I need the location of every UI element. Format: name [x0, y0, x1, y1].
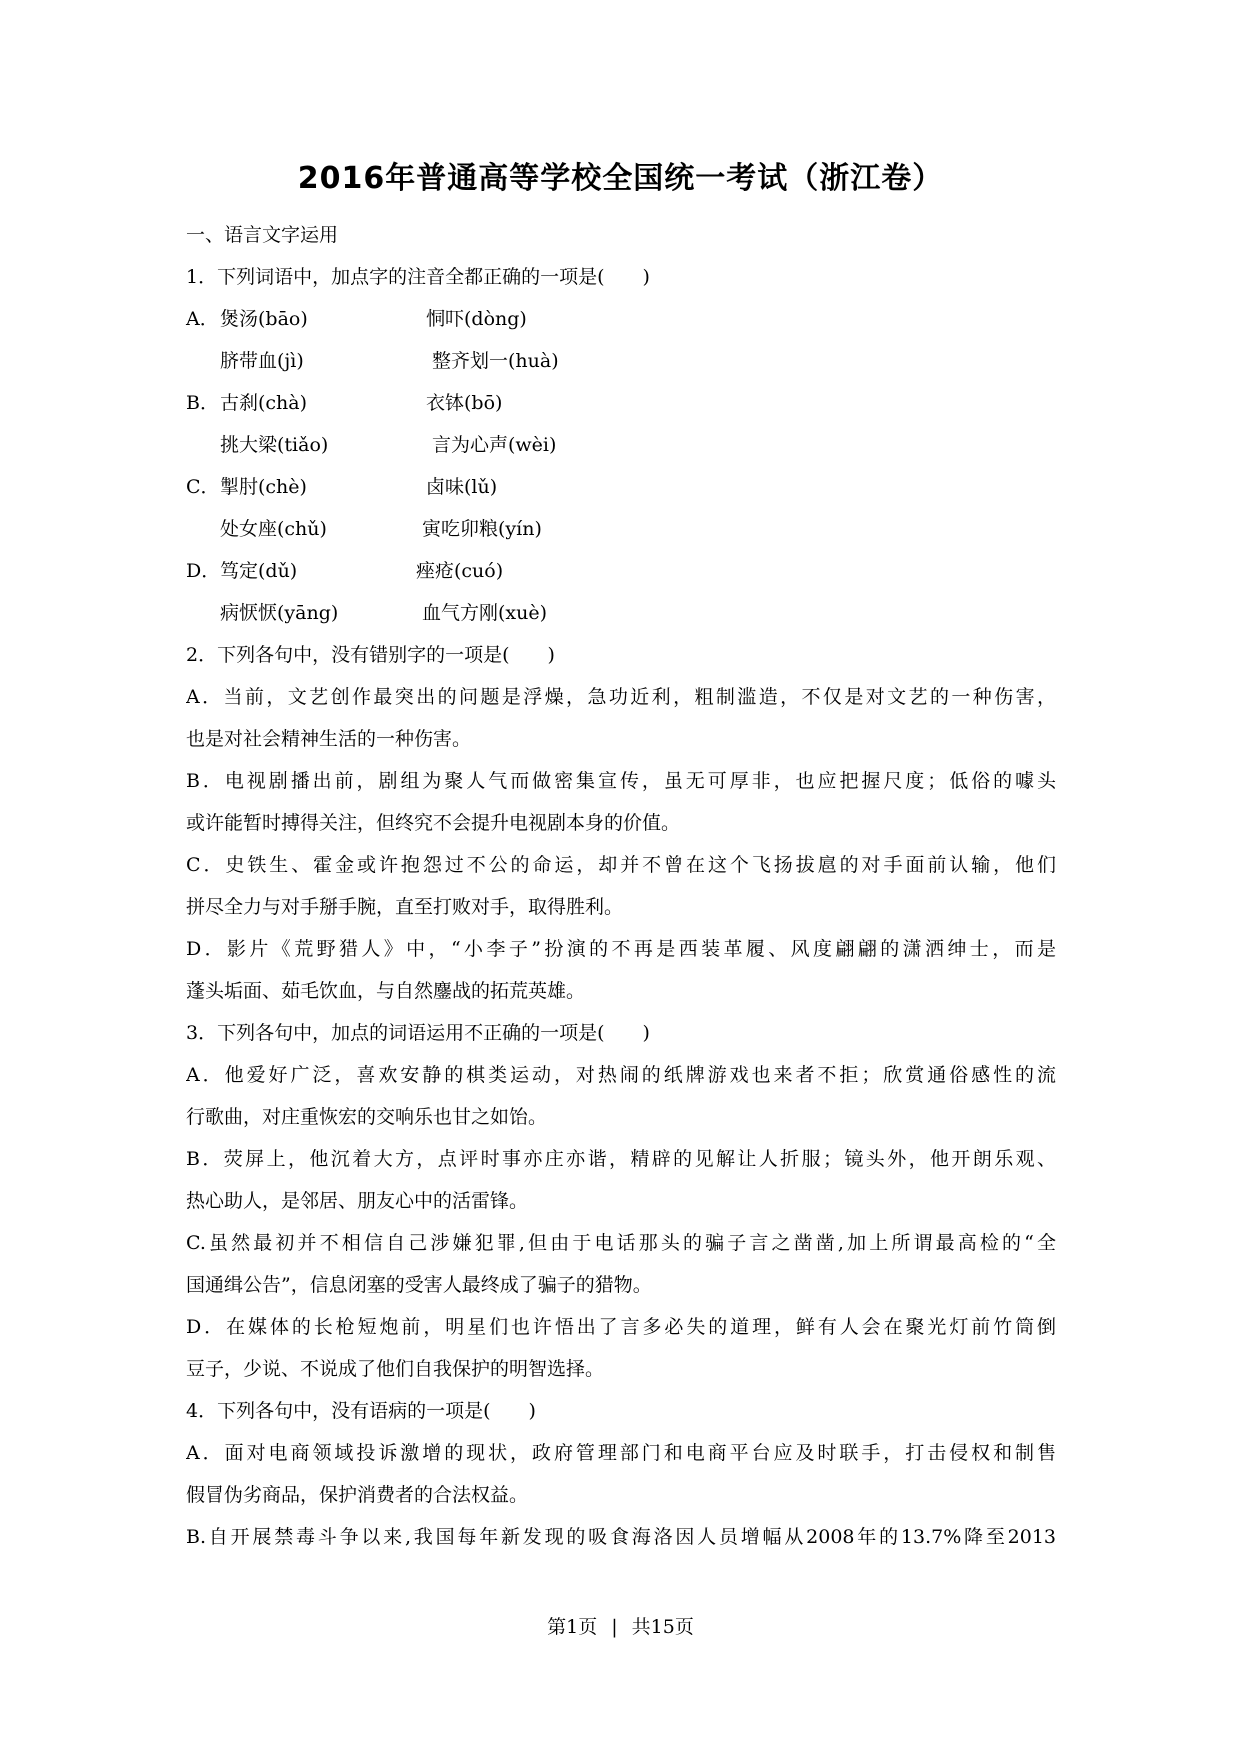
footer-separator: |	[611, 1616, 618, 1638]
page-number: 第1页	[547, 1616, 598, 1638]
option-word: 痤疮(cuó)	[416, 560, 504, 582]
q3-option-c-line2: 国通缉公告”，信息闭塞的受害人最终成了骗子的猎物。	[186, 1274, 652, 1296]
option-word: 卤味(lǔ)	[426, 476, 498, 498]
q1-option-c-row1	[186, 466, 1056, 508]
option-letter: C．	[186, 476, 220, 498]
option-letter: D．	[186, 560, 221, 582]
q2-option-b-line2: 或许能暂时搏得关注，但终究不会提升电视剧本身的价值。	[186, 812, 681, 834]
q2-option-c-line1: C．史铁生、霍金或许抱怨过不公的命运，却并不曾在这个飞扬拔扈的对手面前认输，他们	[186, 854, 1056, 876]
q4-option-a-line2: 假冒伪劣商品，保护消费者的合法权益。	[186, 1484, 529, 1506]
q1-option-b-row1	[186, 382, 1056, 424]
q2-option-a-line2: 也是对社会精神生活的一种伤害。	[186, 728, 472, 750]
section-heading: 一、语言文字运用	[186, 224, 339, 246]
q1-option-a-row2	[186, 340, 1056, 382]
option-word: 挑大梁(tiǎo)	[220, 434, 329, 456]
q1-option-a-row1	[186, 298, 1056, 340]
q1-option-d-row1	[186, 550, 1056, 592]
option-word: 处女座(chǔ)	[220, 518, 327, 540]
question-1-stem: 1．下列词语中，加点字的注音全都正确的一项是( )	[186, 266, 650, 288]
q3-option-a-line2: 行歌曲，对庄重恢宏的交响乐也甘之如饴。	[186, 1106, 548, 1128]
option-letter: B．	[186, 392, 219, 414]
option-word: 整齐划一(huà)	[432, 350, 559, 372]
option-word: 寅吃卯粮(yín)	[422, 518, 542, 540]
q2-option-a-line1: A．当前，文艺创作最突出的问题是浮燥，急功近利，粗制滥造，不仅是对文艺的一种伤害，	[186, 686, 1056, 708]
option-word: 言为心声(wèi)	[432, 434, 557, 456]
page-total: 共15页	[631, 1616, 694, 1638]
q3-option-b-line1: B．荧屏上，他沉着大方，点评时事亦庄亦谐，精辟的见解让人折服；镜头外，他开朗乐观、	[186, 1148, 1056, 1170]
q3-option-b-line2: 热心助人，是邻居、朋友心中的活雷锋。	[186, 1190, 529, 1212]
option-word: 煲汤(bāo)	[220, 308, 308, 330]
option-word: 脐带血(jì)	[220, 350, 304, 372]
page-footer	[0, 1612, 1241, 1639]
q3-option-c-line1: C.虽然最初并不相信自己涉嫌犯罪,但由于电话那头的骗子言之凿凿,加上所谓最高检的“全	[186, 1232, 1056, 1254]
q2-option-c-line2: 拼尽全力与对手掰手腕，直至打败对手，取得胜利。	[186, 896, 624, 918]
option-word: 笃定(dǔ)	[220, 560, 298, 582]
question-3-stem: 3．下列各句中，加点的词语运用不正确的一项是( )	[186, 1022, 650, 1044]
q3-option-a-line1: A．他爱好广泛，喜欢安静的棋类运动，对热闹的纸牌游戏也来者不拒；欣赏通俗感性的流	[186, 1064, 1056, 1086]
q3-option-d-line2: 豆子，少说、不说成了他们自我保护的明智选择。	[186, 1358, 605, 1380]
option-word: 恫吓(dòng)	[426, 308, 527, 330]
q1-option-b-row2	[186, 424, 1056, 466]
option-word: 衣钵(bō)	[426, 392, 503, 414]
q4-option-b-line1: B.自开展禁毒斗争以来,我国每年新发现的吸食海洛因人员增幅从2008年的13.7%降至2013	[186, 1526, 1056, 1548]
q4-option-a-line1: A．面对电商领域投诉激增的现状，政府管理部门和电商平台应及时联手，打击侵权和制售	[186, 1442, 1056, 1464]
q1-option-d-row2	[186, 592, 1056, 634]
page-title: 2016年普通高等学校全国统一考试（浙江卷）	[297, 161, 944, 196]
q1-option-c-row2	[186, 508, 1056, 550]
q2-option-d-line2: 蓬头垢面、茹毛饮血，与自然鏖战的拓荒英雄。	[186, 980, 586, 1002]
question-4-stem: 4．下列各句中，没有语病的一项是( )	[186, 1400, 536, 1422]
option-word: 古刹(chà)	[220, 392, 308, 414]
q2-option-b-line1: B．电视剧播出前，剧组为聚人气而做密集宣传，虽无可厚非，也应把握尺度；低俗的噱头	[186, 770, 1056, 792]
option-word: 掣肘(chè)	[220, 476, 307, 498]
question-2-stem: 2．下列各句中，没有错别字的一项是( )	[186, 644, 555, 666]
option-word: 病恹恹(yāng)	[220, 602, 339, 624]
option-letter: A．	[186, 308, 219, 330]
q2-option-d-line1: D．影片《荒野猎人》中，“小李子”扮演的不再是西装革履、风度翩翩的潇洒绅士，而是	[186, 938, 1056, 960]
option-word: 血气方刚(xuè)	[422, 602, 548, 624]
q3-option-d-line1: D．在媒体的长枪短炮前，明星们也许悟出了言多必失的道理，鲜有人会在聚光灯前竹筒倒	[186, 1316, 1056, 1338]
exam-content	[186, 214, 1056, 1558]
